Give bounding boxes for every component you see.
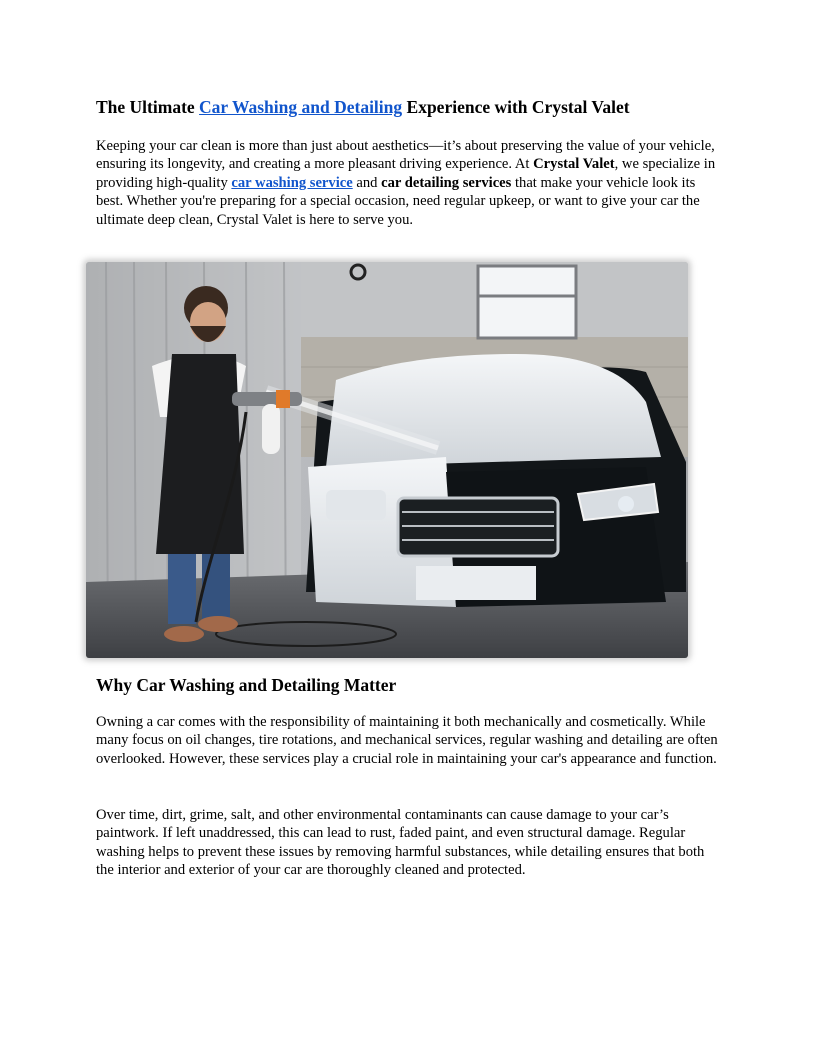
paragraph-contaminants: Over time, dirt, grime, salt, and other environmental contaminants can cause damage to your car’s paintwork. If left unaddressed, this can lead to rust, faded paint, and even structural damage. Regular washing helps to prevent these issues by removing harmful substances, while detailing ensures that both the interior and exterior of your car are thoroughly cleaned and protected. <box>96 807 705 879</box>
intro-text-2: , we specialize in providing high-quality <box>96 156 716 191</box>
title-suffix: Experience with Crystal Valet <box>402 97 630 117</box>
intro-text-1: Keeping your car clean is more than just about aesthetics—it’s about preserving the value of your vehicle, ensuring its longevity, and creating a more pleasant driving experience. At <box>96 138 715 173</box>
car-wash-illustration <box>86 262 688 658</box>
intro-text-3: and <box>352 174 382 191</box>
title-prefix: The Ultimate <box>96 97 200 117</box>
intro-paragraph <box>96 137 720 229</box>
car-detailing-services-text: car detailing services <box>381 174 512 191</box>
intro-text-4: that make your vehicle look its best. Whether you're preparing for a special occasion, need regular upkeep, or want to give your car the ultimate deep clean, Crystal Valet is here to serve you. <box>96 174 700 228</box>
car-wash-photo <box>86 262 688 658</box>
brand-name: Crystal Valet <box>533 156 615 173</box>
car-washing-service-link[interactable]: car washing service <box>231 174 353 191</box>
section-heading-why-matter: Why Car Washing and Detailing Matter <box>96 675 397 695</box>
car-washing-detailing-link[interactable]: Car Washing and Detailing <box>199 97 403 117</box>
page-title <box>96 96 630 118</box>
paragraph-owning-car: Owning a car comes with the responsibility of maintaining it both mechanically and cosmetically. While many focus on oil changes, tire rotations, and mechanical services, regular washing and detailing are often overlooked. However, these services play a crucial role in maintaining your car's appearance and function. <box>96 714 718 767</box>
